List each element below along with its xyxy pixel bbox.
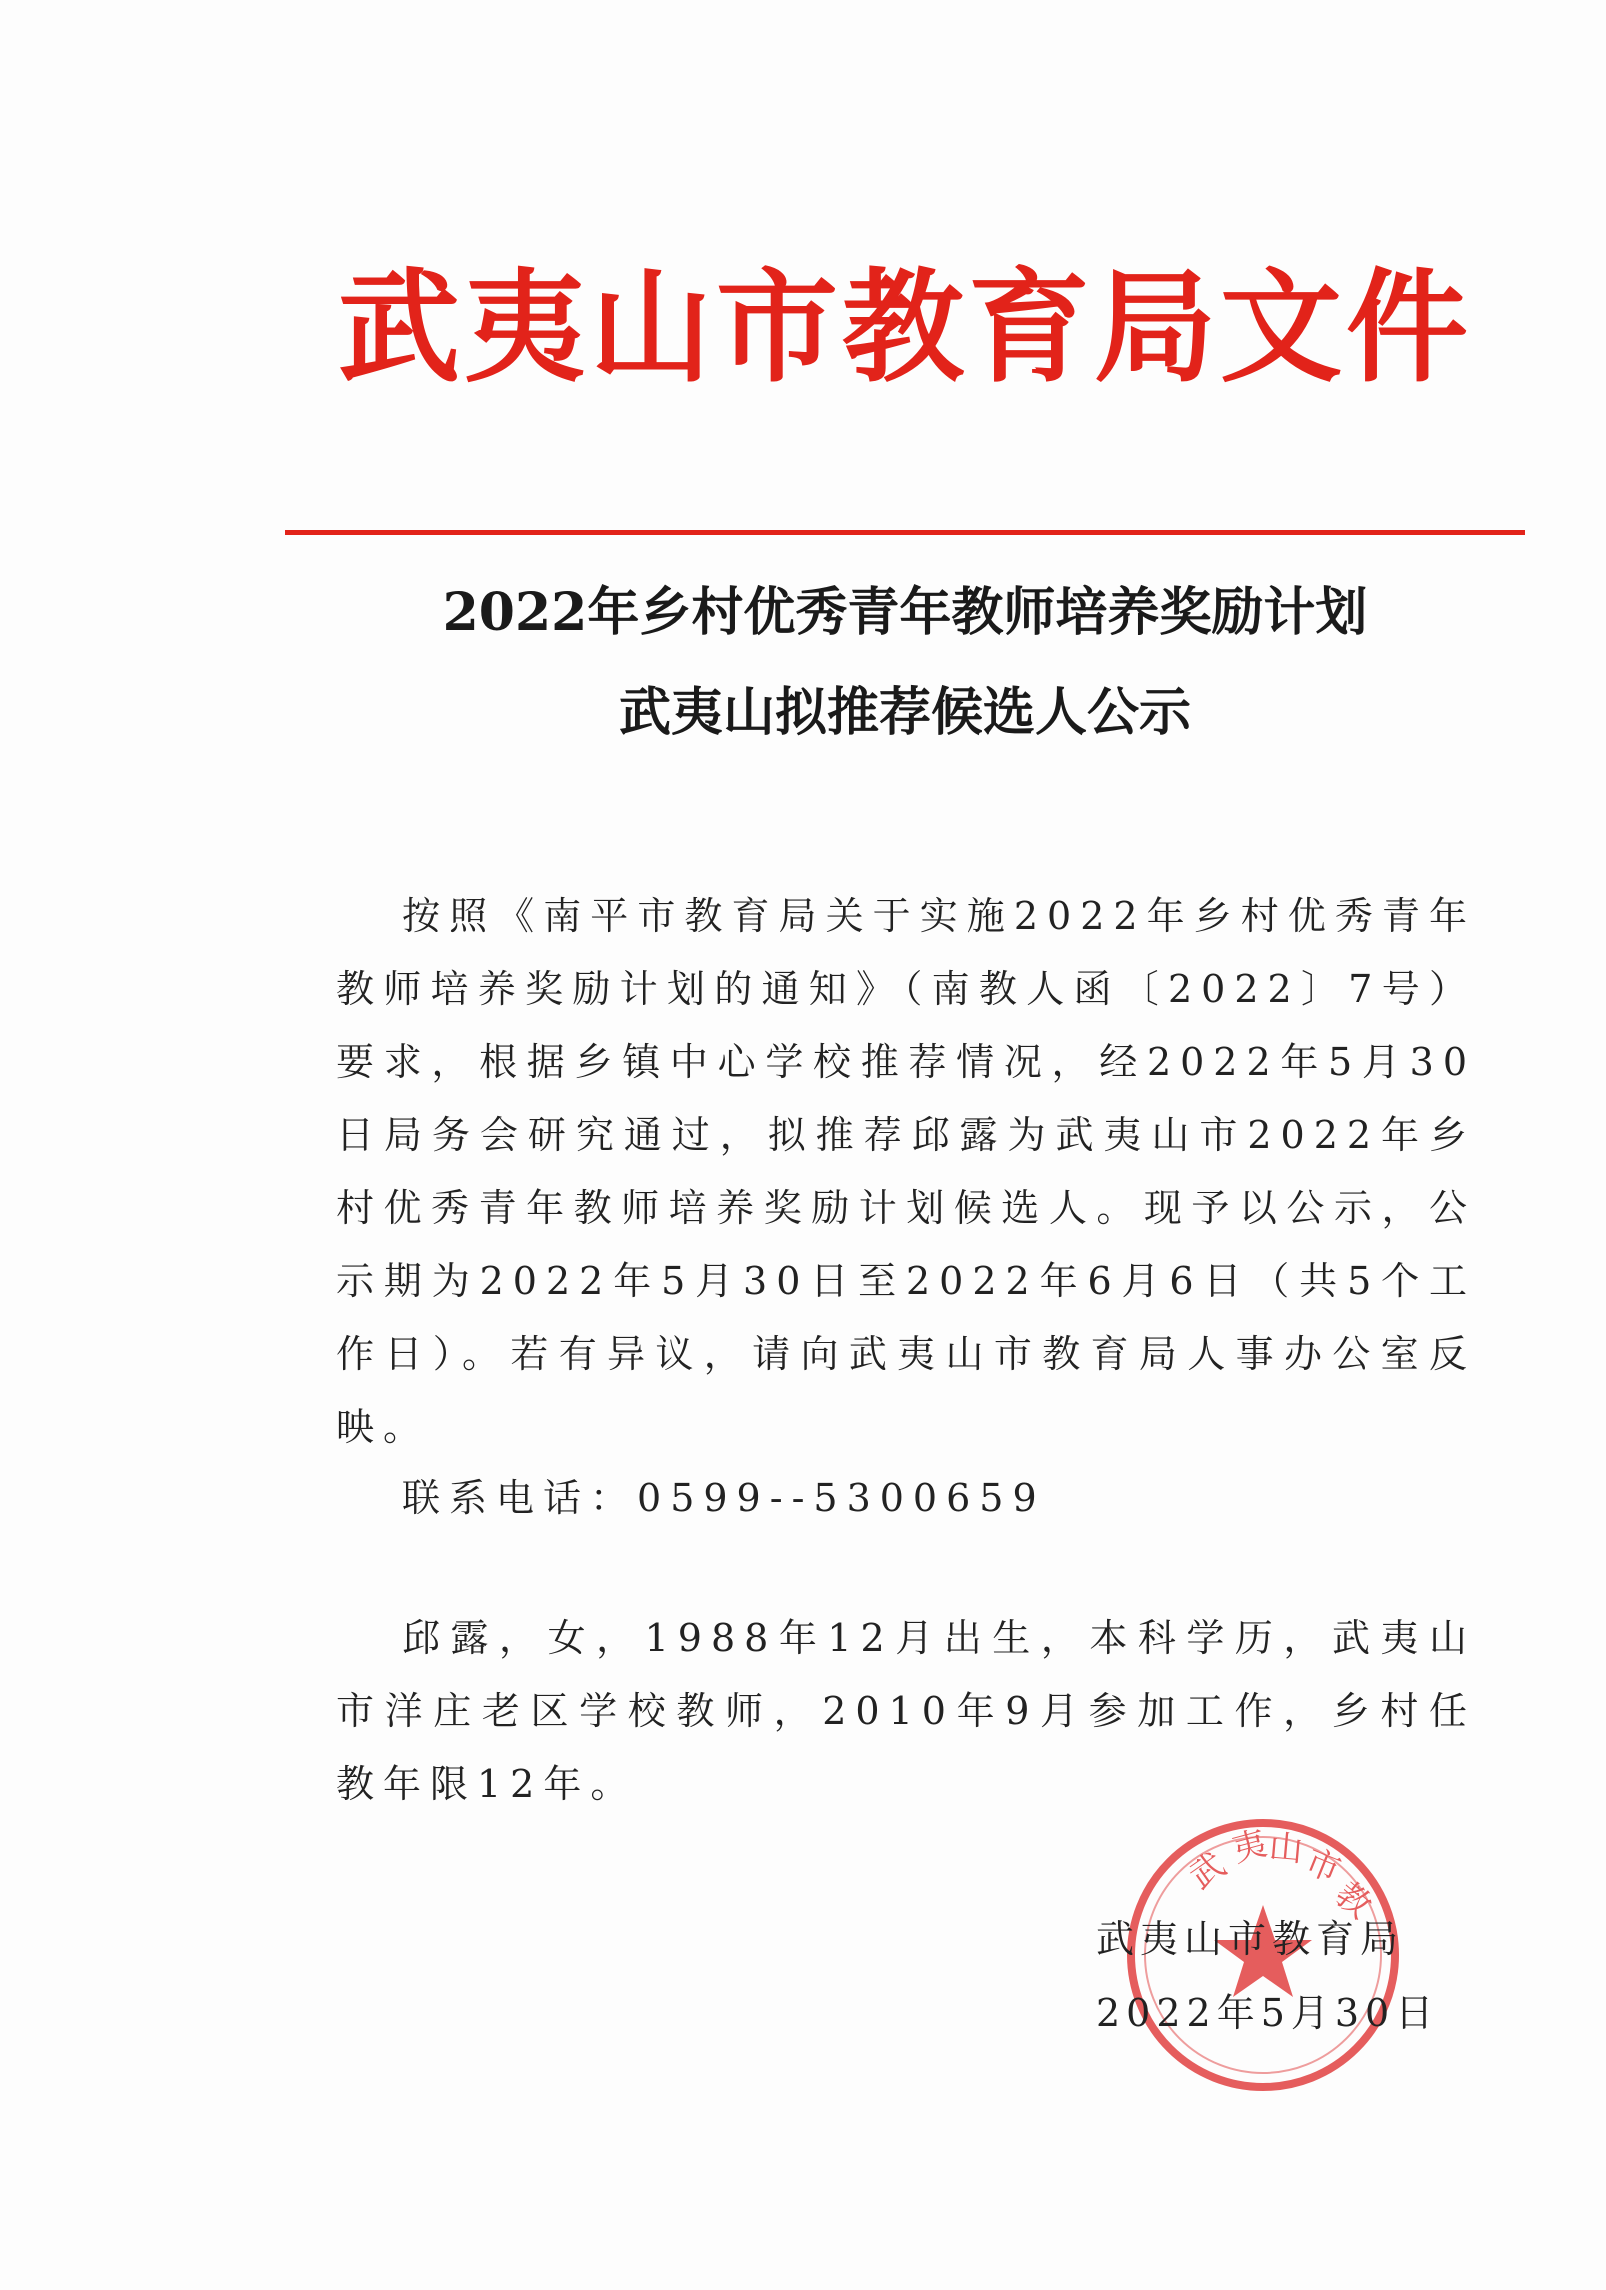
notice-title-line1: 2022年乡村优秀青年教师培养奖励计划 xyxy=(442,582,1368,643)
svg-text:市: 市 xyxy=(1299,1841,1347,1892)
svg-text:武: 武 xyxy=(1182,1845,1234,1898)
svg-text:夷: 夷 xyxy=(1227,1823,1272,1871)
body-paragraph-2: 邱露，女，1988年12月出生，本科学历，武夷山市洋庄老区学校教师，2010年9月参加工作，乡村任教年限12年。 xyxy=(336,1616,1476,1806)
contact-line xyxy=(402,1462,1402,1535)
contact-label: 联系电话： xyxy=(402,1476,638,1520)
svg-text:教: 教 xyxy=(1327,1874,1379,1927)
svg-text:山: 山 xyxy=(1267,1827,1305,1870)
notice-title-line2: 武夷山拟推荐候选人公示 xyxy=(618,682,1191,743)
body-paragraph-1: 按照《南平市教育局关于实施2022年乡村优秀青年教师培养奖励计划的通知》（南教人函〔2022〕7号）要求，根据乡镇中心学校推荐情况，经2022年5月30日局务会研究通过，拟推荐邱露为武夷山市2022年乡村优秀青年教师培养奖励计划候选人。现予以公示，公示期为2022年5月30日至2022年6月6日（共5个工作日）。若有异议，请向武夷山市教育局人事办公室反映。 xyxy=(336,894,1476,1449)
signature-date: 2022年5月30日 xyxy=(1096,1991,1440,2035)
contact-phone: 0599--5300659 xyxy=(637,1476,1046,1520)
header-divider xyxy=(285,530,1525,535)
signature-organization: 武夷山市教育局 xyxy=(1096,1917,1405,1961)
document-header-title: 武夷山市教育局文件 xyxy=(338,257,1472,399)
